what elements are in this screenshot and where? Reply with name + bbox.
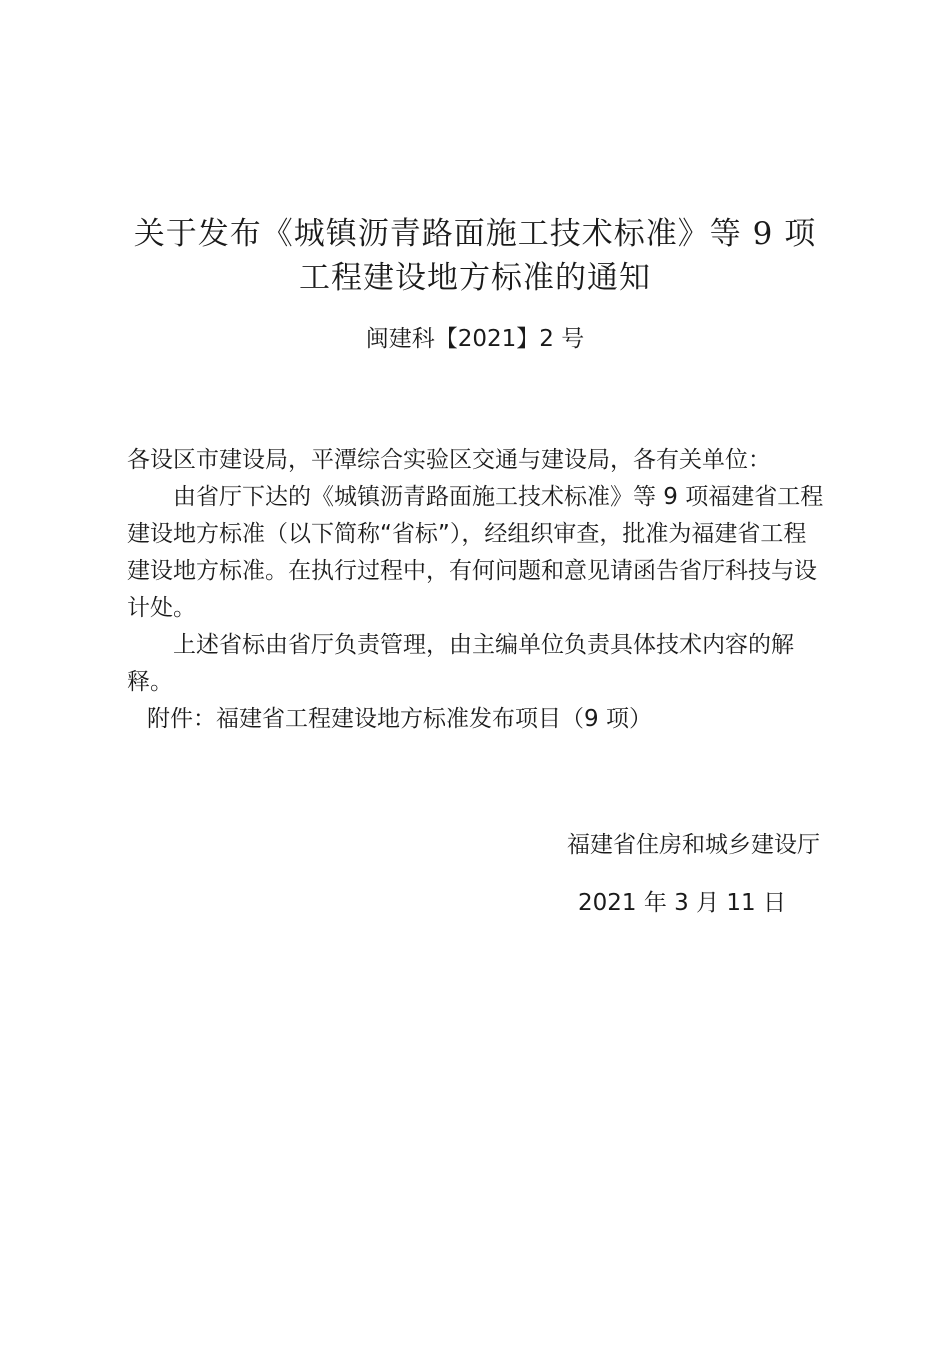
- issuer-name: 福建省住房和城乡建设厅: [567, 832, 820, 858]
- paragraph-management: 上述省标由省厅负责管理，由主编单位负责具体技术内容的解释。: [127, 632, 794, 695]
- issue-date: 2021 年 3 月 11 日: [578, 890, 786, 916]
- title-line-2: 工程建设地方标准的通知: [299, 260, 651, 296]
- salutation: 各设区市建设局，平潭综合实验区交通与建设局，各有关单位：: [127, 447, 771, 473]
- body-text: [127, 442, 827, 738]
- paragraph-approval: 由省厅下达的《城镇沥青路面施工技术标准》等 9 项福建省工程建设地方标准（以下简称“省标”），经组织审查，批准为福建省工程建设地方标准。在执行过程中，有何问题和意见请函告省厅科技与设计处。: [127, 484, 824, 621]
- attachment-line: 附件：福建省工程建设地方标准发布项目（9 项）: [147, 706, 652, 732]
- title-line-1: 关于发布《城镇沥青路面施工技术标准》等 9 项: [133, 216, 817, 252]
- document-number: 闽建科【2021】2 号: [365, 326, 585, 352]
